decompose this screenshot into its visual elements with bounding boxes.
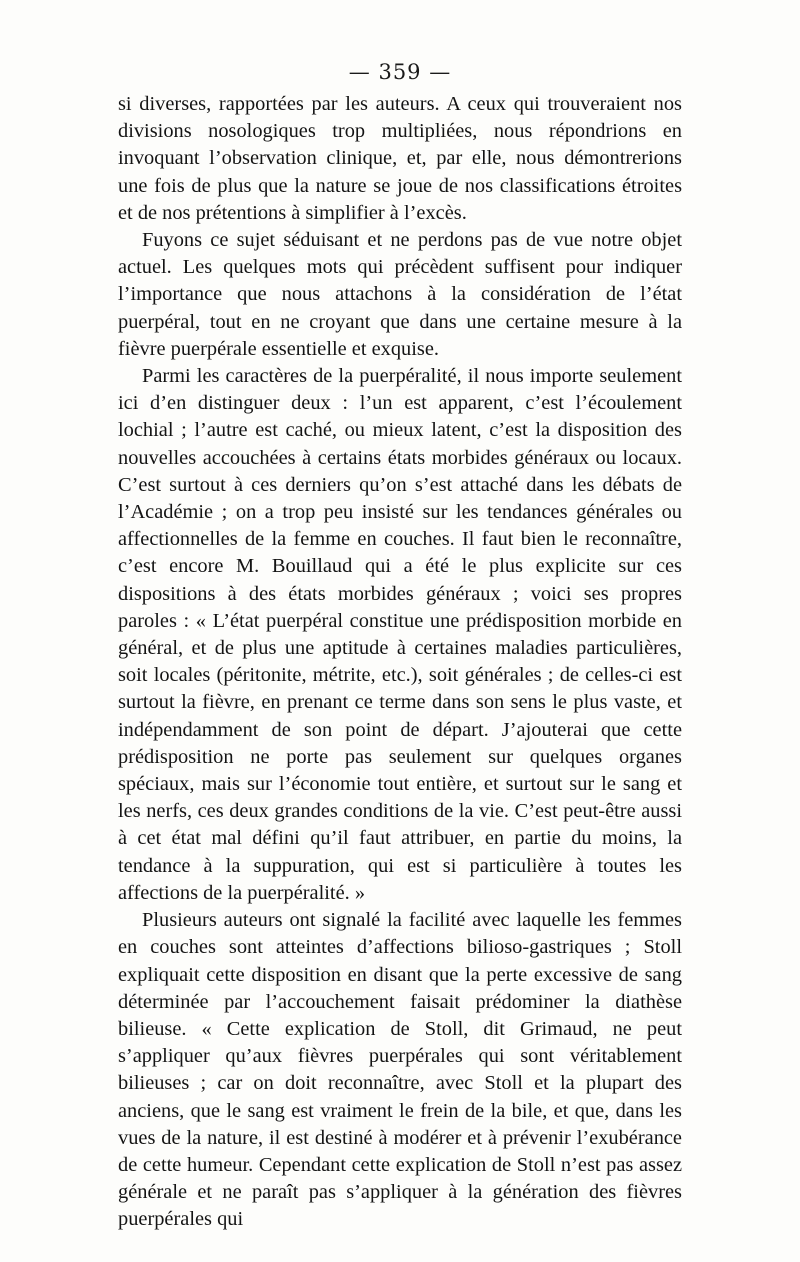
page-number: — 359 —: [348, 60, 452, 84]
paragraph-4: Plusieurs auteurs ont signalé la facilité avec laquelle les femmes en couches sont atteintes d’affections bilioso-gastriques ; Stoll expliquait cette disposition en disant que la perte excessive de sang déterminée par l’accouchement faisait prédominer la diathèse bilieuse. « Cette explication de Stoll, dit Grimaud, ne peut s’appliquer qu’aux fièvres puerpérales qui sont véritablement bilieuses ; car on doit reconnaître, avec Stoll et la plupart des anciens, que le sang est vraiment le frein de la bile, et que, dans les vues de la nature, il est destiné à modérer et à prévenir l’exubérance de cette humeur. Cependant cette explication de Stoll n’est pas assez générale et ne paraît pas s’appliquer à la génération des fièvres puerpérales qui: [118, 909, 682, 1231]
paragraph-1: si diverses, rapportées par les auteurs. A ceux qui trouveraient nos divisions nosologiques trop multipliées, nous répondrions en invoquant l’observation clinique, et, par elle, nous démontrerions une fois de plus que la nature se joue de nos classifications étroites et de nos prétentions à simplifier à l’excès.: [118, 93, 682, 224]
body-text: [118, 91, 682, 1234]
paragraph-3: Parmi les caractères de la puerpéralité, il nous importe seulement ici d’en distinguer deux : l’un est apparent, c’est l’écoulement lochial ; l’autre est caché, ou mieux latent, c’est la disposition des nouvelles accouchées à certains états morbides généraux ou locaux. C’est surtout à ces derniers qu’on s’est attaché dans les débats de l’Académie ; on a trop peu insisté sur les tendances générales ou affectionnelles de la femme en couches. Il faut bien le reconnaître, c’est encore M. Bouillaud qui a été le plus explicite sur ces dispositions à des états morbides généraux ; voici ses propres paroles : « L’état puerpéral constitue une prédisposition morbide en général, et de plus une aptitude à certaines maladies particulières, soit locales (péritonite, métrite, etc.), soit générales ; de celles-ci est surtout la fièvre, en prenant ce terme dans son sens le plus vaste, et indépendamment de son point de départ. J’ajouterai que cette prédisposition ne porte pas seulement sur quelques organes spéciaux, mais sur l’économie tout entière, et surtout sur le sang et les nerfs, ces deux grandes conditions de la vie. C’est peut-être aussi à cet état mal défini qu’il faut attribuer, en partie du moins, la tendance à la suppuration, qui est si particulière à toutes les affections de la puerpéralité. »: [118, 365, 682, 904]
paragraph-2: Fuyons ce sujet séduisant et ne perdons pas de vue notre objet actuel. Les quelques mots qui précèdent suffisent pour indiquer l’importance que nous attachons à la considération de l’état puerpéral, tout en ne croyant que dans une certaine mesure à la fièvre puerpérale essentielle et exquise.: [118, 229, 682, 360]
